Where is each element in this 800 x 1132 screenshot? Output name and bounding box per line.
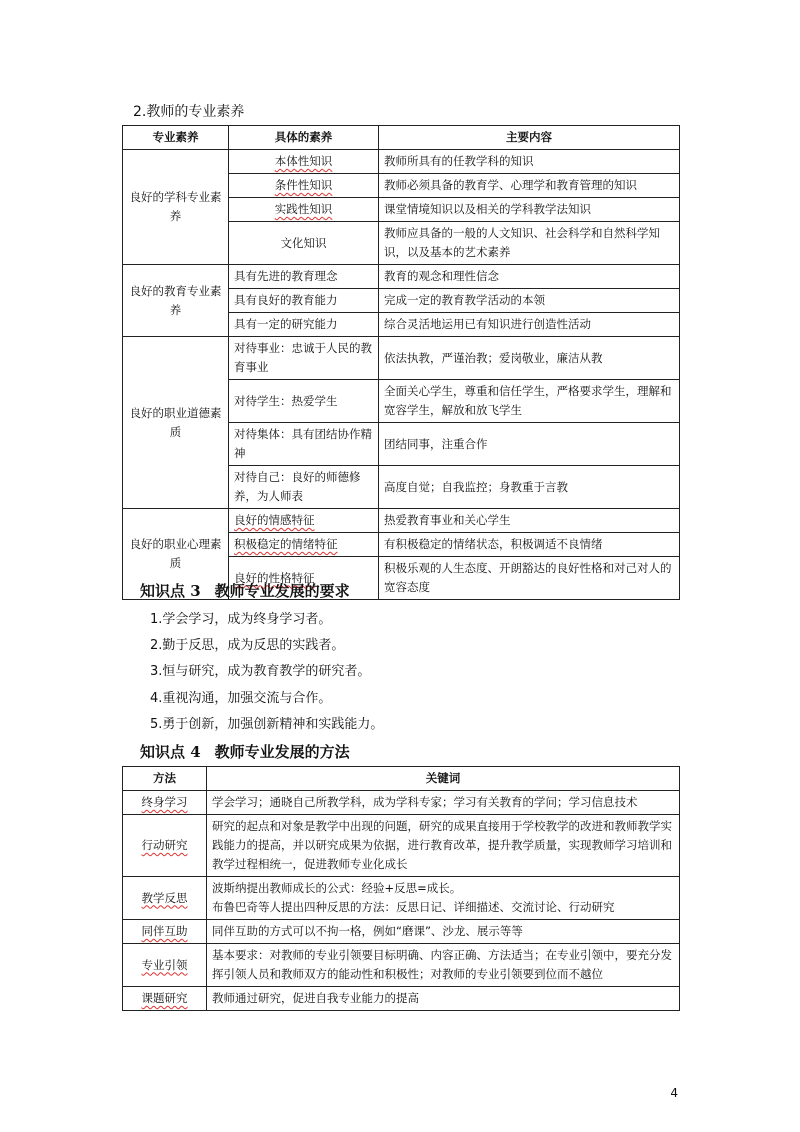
item-cell: 具有一定的研究能力 [229, 313, 379, 337]
content-cell: 积极乐观的人生态度、开朗豁达的良好性格和对己对人的宽容态度 [379, 557, 680, 600]
item-cell [229, 509, 379, 533]
header-cell: 专业素养 [123, 126, 229, 150]
header-cell: 关键词 [207, 767, 680, 791]
method-cell [123, 944, 207, 987]
table-row [123, 944, 680, 987]
item-cell [229, 533, 379, 557]
development-methods-table [122, 766, 680, 1011]
knowledge-point-label: 知识点 4 [140, 743, 201, 761]
requirement-item: 2.勤于反思，成为反思的实践者。 [150, 638, 345, 653]
table-row [123, 987, 680, 1011]
item-cell [229, 174, 379, 198]
item-cell: 文化知识 [229, 222, 379, 265]
item-text: 良好的情感特征 [234, 513, 315, 527]
content-cell: 热爱教育事业和关心学生 [379, 509, 680, 533]
page-number: 4 [670, 1086, 678, 1100]
requirement-item: 1.学会学习，成为终身学习者。 [150, 612, 332, 627]
item-text: 本体性知识 [274, 154, 333, 168]
knowledge-point-3-heading [140, 580, 350, 601]
content-cell: 教师应具备的一般的人文知识、社会科学和自然科学知识，以及基本的艺术素养 [379, 222, 680, 265]
content-cell: 全面关心学生，尊重和信任学生，严格要求学生，理解和宽容学生，解放和放飞学生 [379, 380, 680, 423]
item-text: 良好的性格特征 [234, 570, 315, 585]
method-cell [123, 877, 207, 920]
table-row [123, 877, 680, 920]
knowledge-point-label: 知识点 3 [140, 582, 201, 600]
method-text: 行动研究 [141, 838, 188, 852]
method-text: 课题研究 [141, 991, 188, 1005]
item-cell: 具有良好的教育能力 [229, 289, 379, 313]
method-text: 终身学习 [141, 795, 188, 809]
content-cell: 综合灵活地运用已有知识进行创造性活动 [379, 313, 680, 337]
header-cell: 方法 [123, 767, 207, 791]
table-header-row [123, 767, 680, 791]
item-text: 积极稳定的情绪特征 [234, 537, 338, 551]
table-row [123, 265, 680, 289]
method-cell [123, 791, 207, 815]
knowledge-point-4-heading [140, 741, 350, 762]
item-cell: 对待自己：良好的师德修养，为人师表 [229, 466, 379, 509]
section-title: 2.教师的专业素养 [133, 104, 245, 120]
professional-literacy-table [122, 125, 680, 600]
method-text: 同伴互助 [141, 924, 188, 938]
content-cell: 团结同事，注重合作 [379, 423, 680, 466]
table-row [123, 150, 680, 174]
table-row [123, 509, 680, 533]
item-text: 条件性知识 [274, 178, 333, 192]
content-cell: 完成一定的教育教学活动的本领 [379, 289, 680, 313]
item-cell: 具有先进的教育理念 [229, 265, 379, 289]
method-text: 专业引领 [141, 957, 188, 972]
table-row [123, 815, 680, 877]
keywords-cell: 基本要求：对教师的专业引领要目标明确、内容正确、方法适当；在专业引领中，要充分发挥引领人员和教师双方的能动性和积极性；对教师的专业引领要到位而不越位 [207, 944, 680, 987]
item-cell [229, 150, 379, 174]
content-cell: 依法执教，严谨治教；爱岗敬业，廉洁从教 [379, 337, 680, 380]
keywords-cell: 研究的起点和对象是教学中出现的问题，研究的成果直接用于学校教学的改进和教师教学实践能力的提高，并以研究成果为依据，进行教育改革，提升教学质量，实现教师学习培训和教学过程相统一，促进教师专业化成长 [207, 815, 680, 877]
method-cell [123, 815, 207, 877]
item-cell: 对待事业：忠诚于人民的教育事业 [229, 337, 379, 380]
item-text: 实践性知识 [274, 202, 333, 216]
content-cell: 高度自觉；自我监控；身教重于言教 [379, 466, 680, 509]
requirement-item: 5.勇于创新，加强创新精神和实践能力。 [150, 717, 384, 732]
table-row [123, 920, 680, 944]
item-cell [229, 198, 379, 222]
method-text: 教学反思 [141, 890, 188, 905]
header-cell: 具体的素养 [229, 126, 379, 150]
keywords-cell [207, 877, 680, 920]
requirement-item: 4.重视沟通，加强交流与合作。 [150, 691, 332, 706]
content-cell: 教师必须具备的教育学、心理学和教育管理的知识 [379, 174, 680, 198]
item-cell: 对待集体：具有团结协作精神 [229, 423, 379, 466]
content-cell: 课堂情境知识以及相关的学科教学法知识 [379, 198, 680, 222]
method-cell [123, 987, 207, 1011]
group-name-cell: 良好的职业道德素质 [123, 337, 229, 509]
keywords-cell: 教师通过研究，促进自我专业能力的提高 [207, 987, 680, 1011]
header-cell: 主要内容 [379, 126, 680, 150]
requirement-item: 3.恒与研究，成为教育教学的研究者。 [150, 664, 371, 679]
content-cell: 教育的观念和理性信念 [379, 265, 680, 289]
table-row [123, 791, 680, 815]
item-cell: 对待学生：热爱学生 [229, 380, 379, 423]
table-row [123, 337, 680, 380]
method-cell [123, 920, 207, 944]
knowledge-point-title: 教师专业发展的方法 [214, 743, 350, 761]
content-cell: 有积极稳定的情绪状态，积极调适不良情绪 [379, 533, 680, 557]
group-name-cell: 良好的职业心理素质 [123, 509, 229, 600]
group-name-cell: 良好的学科专业素养 [123, 150, 229, 265]
content-cell: 教师所具有的任教学科的知识 [379, 150, 680, 174]
knowledge-point-title: 教师专业发展的要求 [214, 582, 350, 600]
table-header-row [123, 126, 680, 150]
keywords-line: 波斯纳提出教师成长的公式：经验+反思=成长。 [212, 881, 462, 895]
keywords-line: 布鲁巴奇等人提出四种反思的方法：反思日记、详细描述、交流讨论、行动研究 [212, 900, 615, 914]
keywords-cell: 同伴互助的方式可以不拘一格，例如“磨课”、沙龙、展示等等 [207, 920, 680, 944]
group-name-cell: 良好的教育专业素养 [123, 265, 229, 337]
keywords-cell: 学会学习；通晓自己所教学科，成为学科专家；学习有关教育的学问；学习信息技术 [207, 791, 680, 815]
